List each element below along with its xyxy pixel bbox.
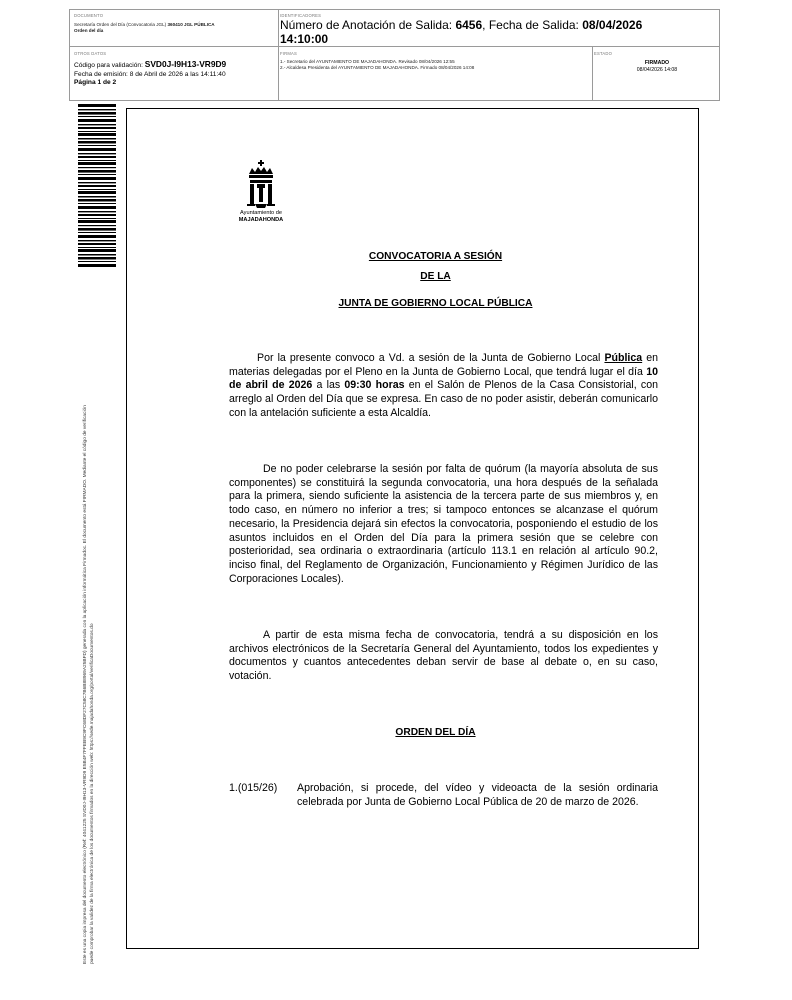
- otros-datos-label: OTROS DATOS: [74, 51, 107, 56]
- validation-sidebar: [78, 102, 118, 982]
- orden-del-dia-title: ORDEN DEL DÍA: [395, 727, 476, 738]
- codigo-validacion: Código para validación: SVD0J-I9H13-VR9D9: [74, 59, 227, 69]
- logo-line2: MAJADAHONDA: [238, 217, 284, 223]
- documento-name: Secretaría Orden del Día (Convocatoria JGL): [74, 22, 167, 27]
- documento-subtitle: Orden del día: [74, 28, 104, 33]
- identificadores-label: IDENTIFICADORES: [280, 13, 322, 18]
- document-title-line2: DE LA: [420, 271, 451, 282]
- item-text: Aprobación, si procede, del vídeo y videoacta de la sesión ordinaria celebrada por Junta de Gobierno Local Pública de 20 de marzo de 2026.: [297, 782, 658, 808]
- pagina: Página 1 de 2: [74, 79, 117, 86]
- documento-cell: [74, 13, 274, 34]
- firmas-label: FIRMAS: [280, 51, 298, 56]
- barcode-icon: [78, 102, 118, 272]
- estado-fecha: 08/04/2026 14:08: [636, 66, 678, 73]
- paragraph-quorum: De no poder celebrarse la sesión por falta de quórum (la mayoría absoluta de sus componentes) se constituirá la segunda convocatoria, una hora después de la señalada para la primera, siendo suficiente la asistencia de la tercera parte de sus miembros y, en todo caso, en número no inferior a tres; si tampoco entonces se alcanzase el quórum necesario, la Presidencia dejará sin efectos la convocatoria, posponiendo el estudio de los asuntos incluidos en el Orden del Día para la primera sesión que se celebre con posterioridad, sea ordinaria o extraordinaria (artículo 113.1 en relación al artículo 90.2, inciso final, del Reglamento de Organización, Funcionamiento y Régimen Jurídico de las Corporaciones Locales).: [229, 463, 658, 585]
- document-title-line3: JUNTA DE GOBIERNO LOCAL PÚBLICA: [338, 298, 533, 309]
- documento-ref: 360410 JGL PÚBLICA: [167, 22, 215, 27]
- validation-text-line2: puede comprobar la validez de la firma electrónica de los documentos firmados en la dirección web: https://sede.majadahonda.org/portal/verificaDocumentos.do: [90, 623, 95, 964]
- fecha-emision: Fecha de emisión: 8 de Abril de 2026 a las 14:11:40: [74, 70, 226, 78]
- paragraph-convocatoria: Por la presente convoco a Vd. a sesión de la Junta de Gobierno Local Pública en materias delegadas por el Pleno en la Junta de Gobierno Local, que tendrá lugar el día 10 de abril de 2026 a las 09:30 horas en el Salón de Plenos de la Casa Consistorial, con arreglo al Orden del Día que se expresa. En caso de no poder asistir, deberán comunicarlo con la antelación suficiente a esta Alcaldía.: [229, 352, 659, 419]
- estado-label: ESTADO: [594, 51, 613, 56]
- document-title-line1: CONVOCATORIA A SESIÓN: [368, 251, 503, 262]
- firmas-cell: [280, 51, 590, 71]
- registro-hora: 14:10:00: [280, 32, 329, 46]
- otros-datos-cell: [74, 51, 274, 88]
- crown-tower-icon: [243, 160, 279, 210]
- item-number: 1.(015/26): [229, 782, 278, 794]
- firma-1: 1.- Secretario del AYUNTAMIENTO DE MAJADAHONDA. Revisado 08/04/2026 12:55: [280, 59, 455, 64]
- signature-header-table: [69, 9, 720, 101]
- firma-2: 2.- Alcaldesa Presidenta del AYUNTAMIENTO DE MAJADAHONDA. Firmado 08/04/2026 14:08: [280, 65, 475, 70]
- documento-label: DOCUMENTO: [74, 13, 104, 18]
- paragraph-disposicion: A partir de esta misma fecha de convocatoria, tendrá a su disposición en los archivos electrónicos de la Secretaría General del Ayuntamiento, todos los expedientes y documentos y cuantos antecedentes deban servir de base al debate o, en su caso, votación.: [229, 629, 658, 683]
- registro-salida: Número de Anotación de Salida: 6456, Fecha de Salida: 08/04/2026: [280, 18, 643, 32]
- estado-value: FIRMADO: [644, 60, 670, 66]
- identificadores-cell: [280, 13, 718, 46]
- validation-text-line1: Este es una copia impresa del documento electrónico (Ref: 4041225 SVD0J-I9H13-VR9D9 E5B4F7FFEB9C9FC68DF27C58C7B6B88969A25BFD) generada con la aplicación informática Firmadoc. El documento está FIRMADO. Mediante el código de verificación: [83, 405, 88, 964]
- logo-line1: Ayuntamiento de: [240, 210, 282, 216]
- ayuntamiento-logo: [226, 160, 296, 232]
- estado-cell: [594, 51, 720, 73]
